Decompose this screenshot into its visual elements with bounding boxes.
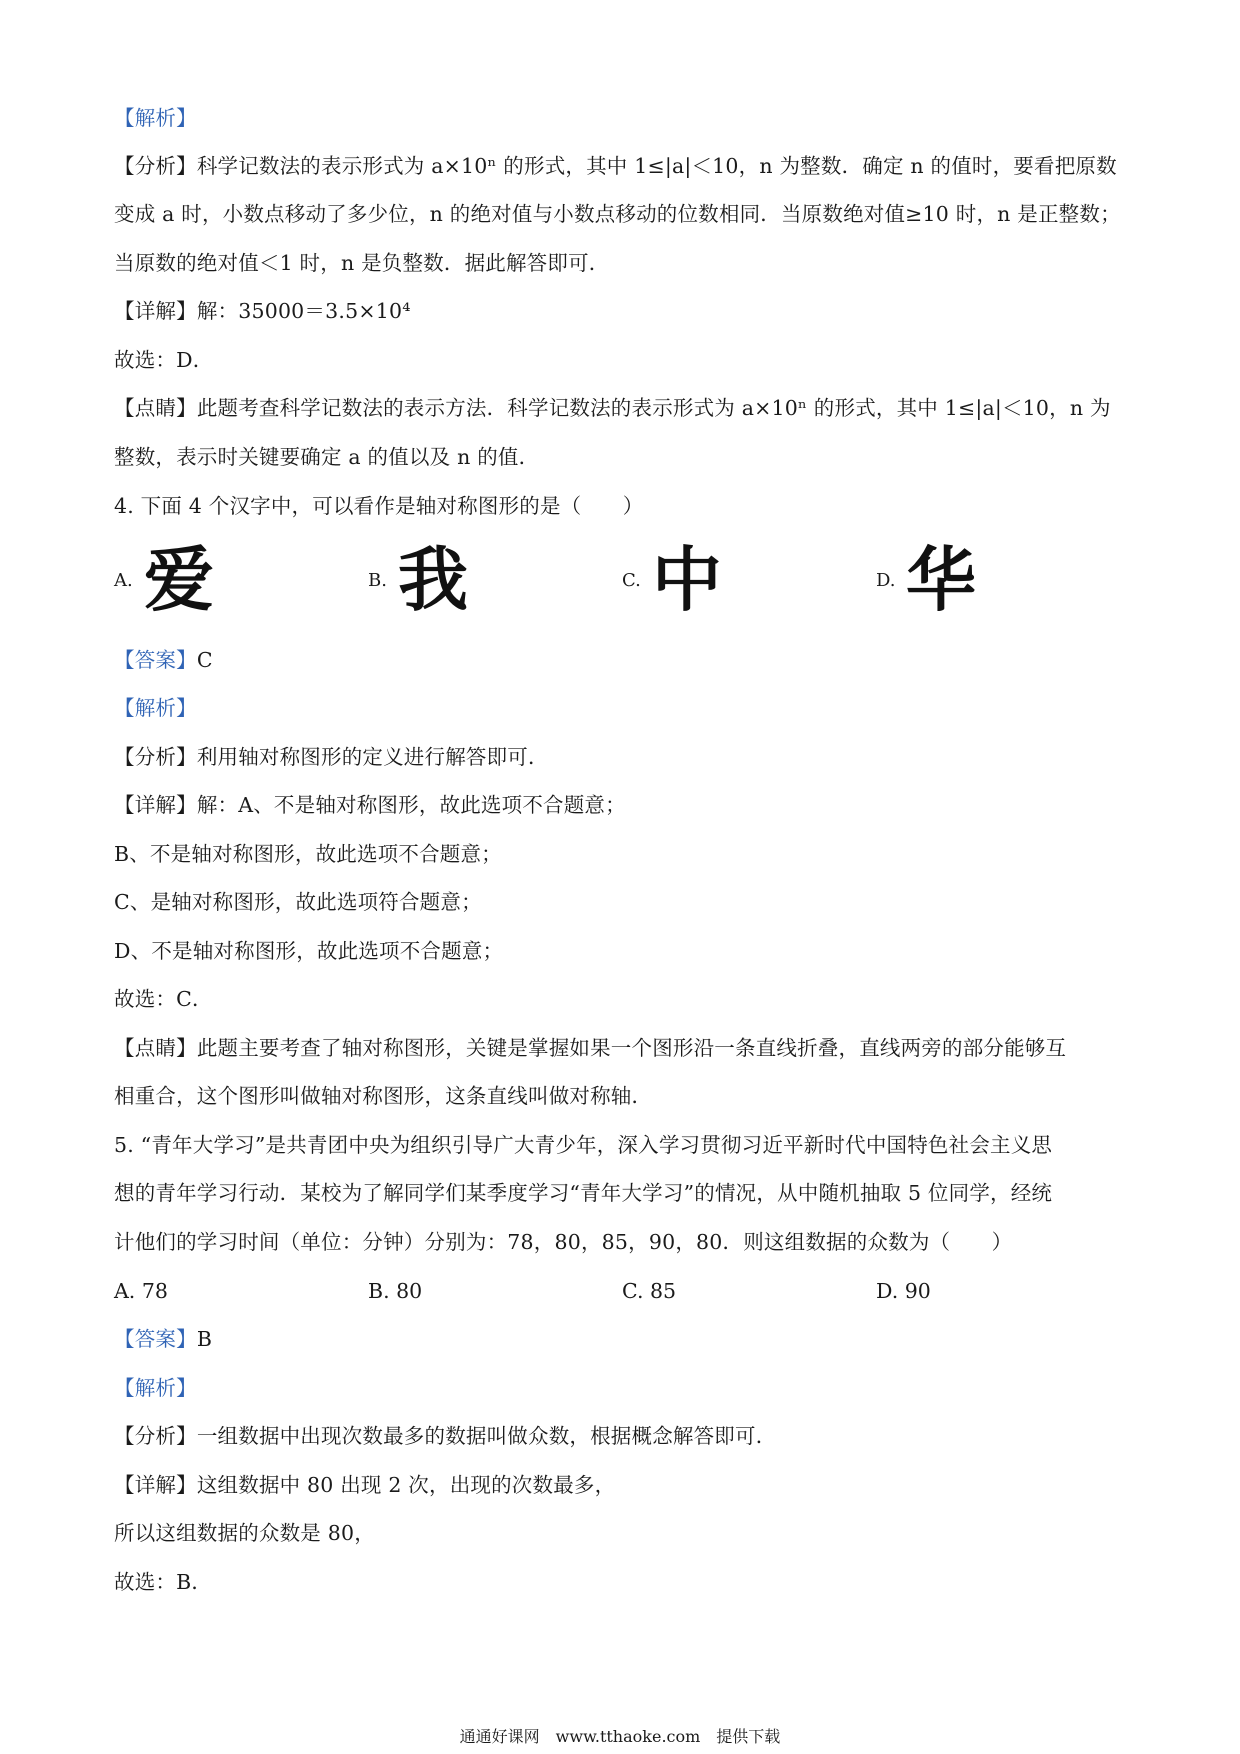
guxuan-q3: 故选：D． [114, 348, 214, 372]
fenxi-text: 利用轴对称图形的定义进行解答即可． [196, 745, 549, 769]
xiangjie-tag: 【详解】 [114, 1473, 197, 1497]
option-character-image: 我 [398, 539, 468, 621]
xiangjie-text: 解：35000＝3.5×10⁴ [196, 299, 411, 323]
fenxi-q3-line2: 变成 a 时，小数点移动了多少位，n 的绝对值与小数点移动的位数相同．当原数绝对值≥10 时，n 是正整数； [114, 202, 1121, 226]
question5-options [114, 1277, 1134, 1317]
option-d: D. 90 [876, 1279, 931, 1303]
fenxi-q3-line3: 当原数的绝对值＜1 时，n 是负整数．据此解答即可． [114, 251, 610, 275]
xiangjie-tag: 【详解】 [114, 793, 197, 817]
fenxi-tag: 【分析】 [114, 154, 197, 178]
dianjing-q4-line2: 相重合，这个图形叫做轴对称图形，这条直线叫做对称轴． [114, 1084, 653, 1108]
dianjing-tag: 【点睛】 [114, 1036, 197, 1060]
option-a: A. 78 [114, 1279, 168, 1303]
fenxi-text: 一组数据中出现次数最多的数据叫做众数，根据概念解答即可． [196, 1424, 777, 1448]
dianjing-text: 此题考查科学记数法的表示方法．科学记数法的表示形式为 a×10ⁿ 的形式，其中 1≤|a|＜10，n 为 [196, 396, 1111, 420]
question5-stem-line1: 5. “青年大学习”是共青团中央为组织引导广大青少年，深入学习贯彻习近平新时代中国特色社会主义思 [114, 1133, 1053, 1157]
answer-value: B [196, 1327, 213, 1351]
fenxi-text: 科学记数法的表示形式为 a×10ⁿ 的形式，其中 1≤|a|＜10，n 为整数．确定 n 的值时，要看把原数 [196, 154, 1117, 178]
dianjing-q4-line1 [114, 1034, 1134, 1062]
option-character-image: 中 [652, 539, 722, 621]
fenxi-q5 [114, 1422, 1134, 1450]
answer-value: C [196, 648, 213, 672]
jiexi-heading-q5: 【解析】 [114, 1376, 197, 1400]
option-character-image: 华 [906, 539, 976, 621]
page-footer: 通通好课网 www.tthaoke.com 提供下载 [459, 1727, 781, 1746]
dianjing-q3-line2: 整数，表示时关键要确定 a 的值以及 n 的值． [114, 445, 540, 469]
guxuan-q5: 故选：B． [114, 1570, 213, 1594]
fenxi-q4 [114, 743, 1134, 771]
option-label: C. [622, 570, 641, 591]
answer-tag: 【答案】 [114, 648, 197, 672]
fenxi-tag: 【分析】 [114, 745, 197, 769]
dianjing-tag: 【点睛】 [114, 396, 197, 420]
fenxi-q3-line1 [114, 152, 1134, 180]
dianjing-q3-line1 [114, 394, 1134, 422]
xiangjie-q3 [114, 297, 1134, 325]
xiangjie-q4-line3: C、是轴对称图形，故此选项符合题意； [114, 890, 482, 914]
xiangjie-q5-line2: 所以这组数据的众数是 80， [114, 1521, 375, 1545]
xiangjie-q4-line2: B、不是轴对称图形，故此选项不合题意； [114, 842, 502, 866]
question5-stem-line2: 想的青年学习行动．某校为了解同学们某季度学习“青年大学习”的情况，从中随机抽取 5 位同学，经统 [114, 1181, 1053, 1205]
option-label: D. [876, 570, 896, 591]
answer-tag: 【答案】 [114, 1327, 197, 1351]
question4-options [114, 540, 1134, 620]
option-label: A. [114, 570, 133, 591]
xiangjie-q4-line1 [114, 791, 1134, 819]
xiangjie-text: 这组数据中 80 出现 2 次，出现的次数最多， [196, 1473, 616, 1497]
question5-stem-line3: 计他们的学习时间（单位：分钟）分别为：78，80，85，90，80．则这组数据的众数为（ ） [114, 1230, 1013, 1254]
fenxi-tag: 【分析】 [114, 1424, 197, 1448]
option-character-image: 爱 [144, 539, 214, 621]
dianjing-text: 此题主要考查了轴对称图形，关键是掌握如果一个图形沿一条直线折叠，直线两旁的部分能够互 [196, 1036, 1067, 1060]
option-c: C. 85 [622, 1279, 677, 1303]
jiexi-heading-q3: 【解析】 [114, 106, 197, 130]
option-label: B. [368, 570, 387, 591]
jiexi-heading-q4: 【解析】 [114, 696, 197, 720]
xiangjie-text: 解：A、不是轴对称图形，故此选项不合题意； [196, 793, 626, 817]
answer-q4 [114, 646, 1134, 674]
guxuan-q4: 故选：C． [114, 987, 213, 1011]
answer-q5 [114, 1325, 1134, 1353]
xiangjie-tag: 【详解】 [114, 299, 197, 323]
xiangjie-q5-line1 [114, 1471, 1134, 1499]
option-b: B. 80 [368, 1279, 423, 1303]
xiangjie-q4-line4: D、不是轴对称图形，故此选项不合题意； [114, 939, 504, 963]
question4-stem: 4. 下面 4 个汉字中，可以看作是轴对称图形的是（ ） [114, 494, 644, 518]
